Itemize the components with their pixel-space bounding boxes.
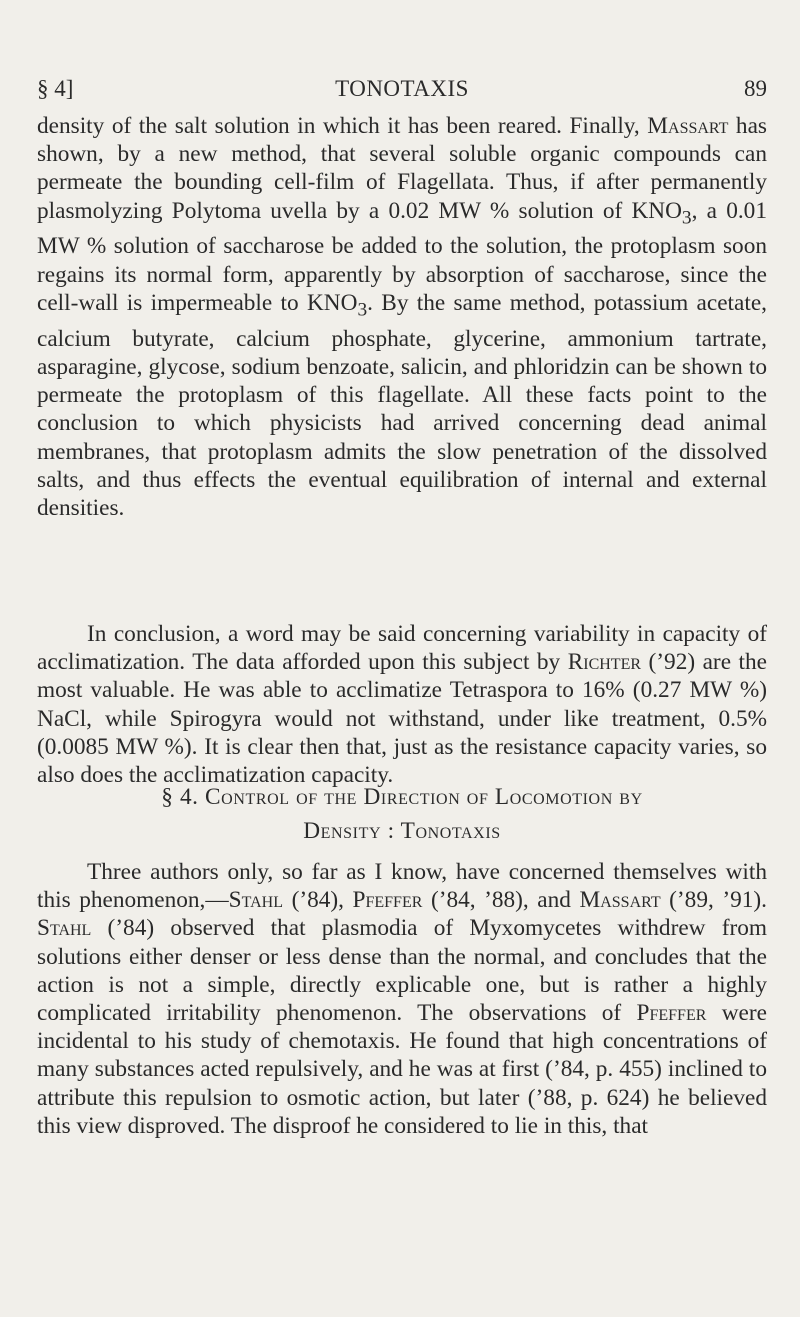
page-number: 89 <box>744 76 767 101</box>
author-name: Stahl <box>228 887 284 914</box>
author-name: Pfeffer <box>352 887 423 914</box>
paragraph-massart-permeation: density of the salt solution in which it has been reared. Finally, Massart has shown, by a new method, that several soluble organic compounds can permeate the bounding cell-film of Flagellata. Thus, if after permanently plasmolyzing Polytoma uvella by a 0.02 MW % solution of $KNO_3$, a 0.01 MW % solution of saccharose be added to the solution, the protoplasm soon regains its normal form, apparently by absorption of saccharose, since the cell-wall is impermeable to $KNO_3$. By the same method, potassium acetate, calcium butyrate, calcium phosphate, glycerine, ammonium tartrate, asparagine, glycose, sodium benzoate, salicin, and phloridzin can be shown to permeate the protoplasm of this flagellate. All these facts point to the conclusion to which physicists had arrived concerning dead animal membranes, that protoplasm admits the slow penetration of the dissolved salts, and thus effects the eventual equilibration of internal and external densities. <box>37 113 767 521</box>
section-heading <box>37 780 767 848</box>
section-heading-line-2: Density : Tonotaxis <box>303 818 501 844</box>
author-name: Stahl <box>37 915 92 942</box>
author-name: Massart <box>579 887 661 914</box>
running-header <box>37 74 767 108</box>
author-name: Richter <box>567 649 642 676</box>
section-marker: § 4] <box>37 76 74 101</box>
author-name: Massart <box>647 113 729 139</box>
running-title: TONOTAXIS <box>335 76 469 101</box>
author-name: Pfeffer <box>636 1000 707 1027</box>
paragraph-tonotaxis-authors: Three authors only, so far as I know, have concerned themselves with this phenomenon,—Stahl (’84), Pfeffer (’84, ’88), and Massart (’89, ’91). Stahl (’84) observed that plasmodia of Myxomycetes withdrew from solutions either denser or less dense than the normal, and concludes that the action is not a simple, directly explicable one, but is rather a highly complicated irritability phenomenon. The observations of Pfeffer were incidental to his study of chemotaxis. He found that high concentrations of many substances acted repulsively, and he was at first (’84, p. 455) inclined to attribute this repulsion to osmotic action, but later (’88, p. 624) he believed this view disproved. The disproof he considered to lie in this, that <box>37 859 767 1139</box>
section-heading-line-1: § 4. Control of the Direction of Locomotion by <box>161 784 643 810</box>
paragraph-acclimatization: In conclusion, a word may be said concerning variability in capacity of acclimatization. The data afforded upon this subject by Richter (’92) are the most valuable. He was able to acclimatize Tetraspora to 16% (0.27 MW %) NaCl, while Spirogyra would not withstand, under like treatment, 0.5% (0.0085 MW %). It is clear then that, just as the resistance capacity varies, so also does the acclimatization capacity. <box>37 621 767 789</box>
